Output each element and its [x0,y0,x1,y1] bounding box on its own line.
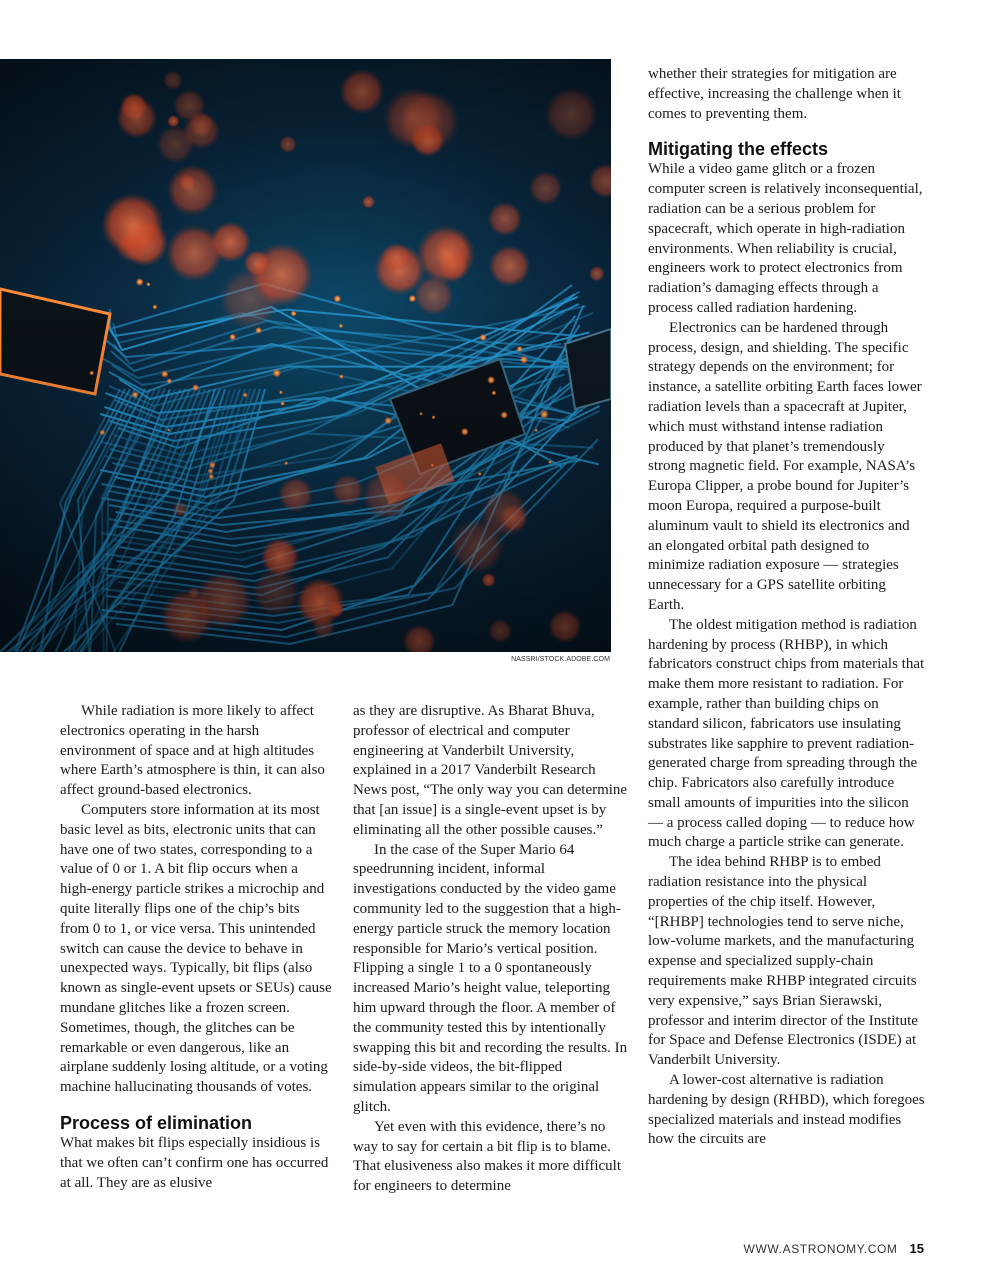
page-number: 15 [909,1241,924,1256]
photo-credit: NASSRI/STOCK.ADOBE.COM [511,656,610,663]
body-paragraph: Electronics can be hardened through process, design, and shielding. The specific strategy depends on the environment; for instance, a satellite orbiting Earth faces lower radiation levels than a spacecraft at Jupiter, which must withstand intense radiation produced by that planet’s tremendously strong magnetic field. For example, NASA’s Europa Clipper, a probe bound for Jupiter’s moon Europa, required a purpose-built aluminum vault to shield its electronics and an elongated orbital path designed to minimize radiation exposure — strategies unnecessary for a GPS satellite orbiting Earth. [648,319,922,613]
body-paragraph: as they are disruptive. As Bharat Bhuva, professor of electrical and computer engineering at Vanderbilt University, explained in a 2017 Vanderbilt Research News post, “The only way you can determine that [an issue] is a single-event upset is by eliminating all the other possible causes.” [353,703,628,838]
body-paragraph: What makes bit flips especially insidious is that we often can’t confirm one has occurred at all. They are as elusive [60,1134,329,1191]
section-heading: Mitigating the effects [648,139,829,160]
circuit-board-photo [0,59,611,652]
article-column-1 [60,702,332,1193]
body-paragraph: A lower-cost alternative is radiation hardening by design (RHBD), which foregoes specialized materials and instead modifies how the circuits are [648,1072,925,1148]
body-paragraph: whether their strategies for mitigation are effective, increasing the challenge when it comes to preventing them. [648,66,901,122]
page-footer [744,1241,924,1256]
body-paragraph: While radiation is more likely to affect electronics operating in the harsh environment of space and at high altitudes where Earth’s atmosphere is thin, it can also affect ground-based electronics. [60,703,325,799]
section-heading: Process of elimination [60,1112,253,1133]
body-paragraph: In the case of the Super Mario 64 speedrunning incident, informal investigations conducted by the video game community led to the suggestion that a high-energy particle struck the memory location responsible for Mario’s vertical position. Flipping a single 1 to a 0 spontaneously increased Mario’s height value, teleporting him upward through the floor. A member of the community tested this by intentionally swapping this bit and recording the results. In side-by-side videos, the bit-flipped simulation appears similar to the original glitch. [353,841,628,1115]
body-paragraph: The idea behind RHBP is to embed radiation resistance into the physical properties of the chip itself. However, “[RHBP] technologies tend to serve niche, low-volume markets, and the manufacturing expense and specialized supply-chain requirements make RHBP integrated circuits very expensive,” says Brian Sierawski, professor and interim director of the Institute for Space and Defense Electronics (ISDE) at Vanderbilt University. [648,854,918,1069]
body-paragraph: Computers store information at its most basic level as bits, electronic units that can have one of two states, corresponding to a value of 0 or 1. A bit flip occurs when a high-energy particle strikes a microchip and quite literally flips one of the chip’s bits from 0 to 1, or vice versa. This unintended switch can cause the device to behave in unexpected ways. Typically, bit flips (also known as single-event upsets or SEUs) cause mundane glitches like a frozen screen. Sometimes, though, the glitches can be remarkable or even dangerous, like an airplane suddenly losing altitude, or a voting machine hallucinating thousands of votes. [60,801,332,1096]
body-paragraph: Yet even with this evidence, there’s no way to say for certain a bit flip is to blame. That elusiveness also makes it more difficult for engineers to determine [353,1118,621,1195]
website-url: WWW.ASTRONOMY.COM [743,1242,898,1256]
body-paragraph: While a video game glitch or a frozen computer screen is relatively inconsequential, radiation can be a serious problem for spacecraft, which operate in high-radiation environments. When reliability is crucial, engineers work to protect electronics from radiation’s damaging effects through a process called radiation hardening. [648,161,923,316]
circuit-board-illustration [0,59,611,652]
article-column-2 [353,702,628,1197]
article-column-3 [648,65,925,1150]
body-paragraph: The oldest mitigation method is radiation hardening by process (RHBP), in which fabricators construct chips from materials that make them more resistant to radiation. For example, rather than building chips on standard silicon, fabricators use insulating substrates like sapphire to prevent radiation-generated charge from spreading through the chip. Fabricators also carefully introduce small amounts of impurities into the silicon — a process called doping — to reduce how much charge a particle strike can generate. [648,616,925,851]
